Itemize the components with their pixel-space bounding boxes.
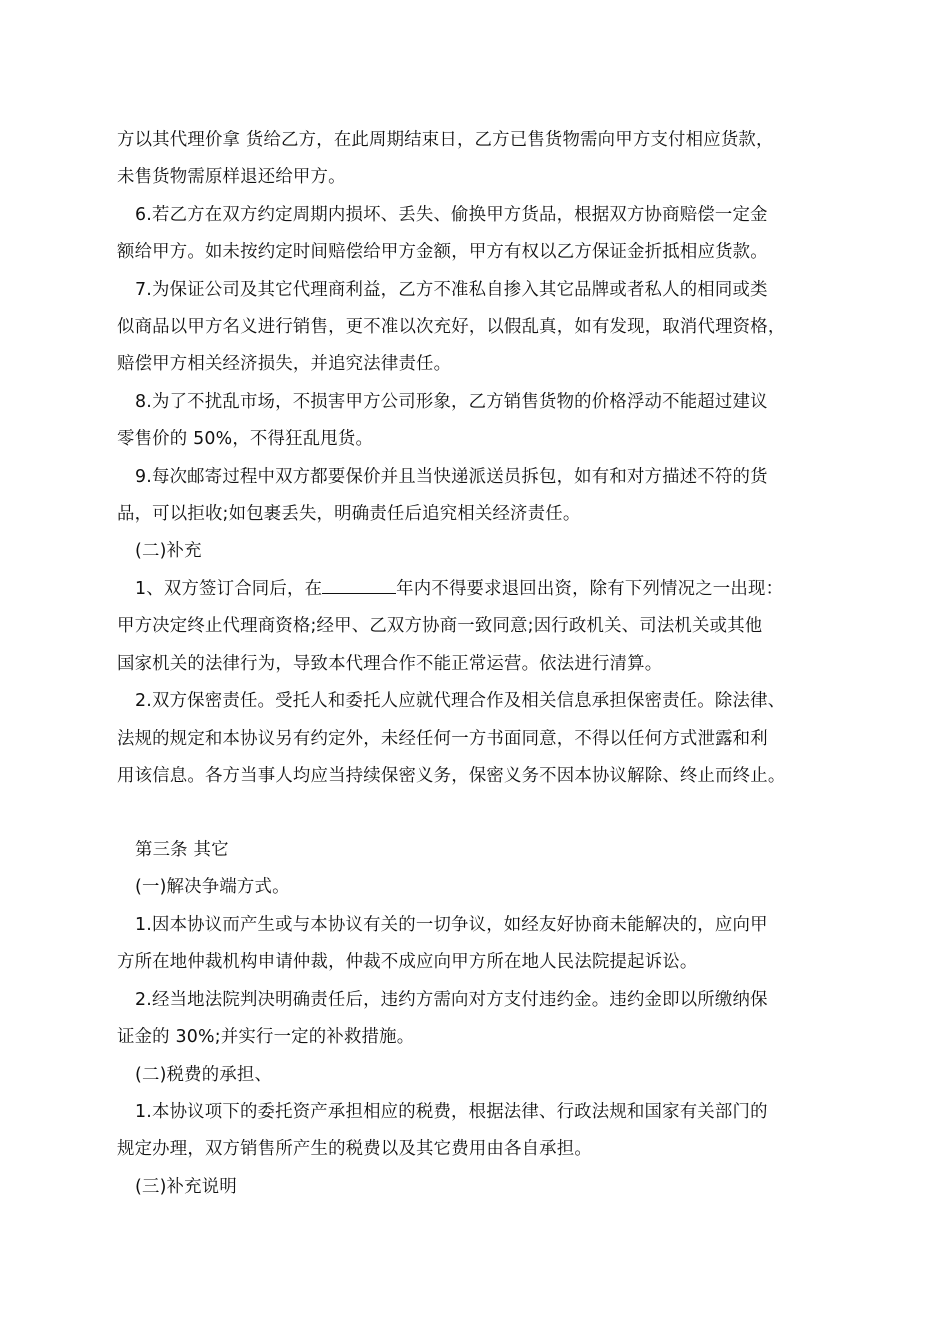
text-line: 6.若乙方在双方约定周期内损坏、丢失、偷换甲方货品，根据双方协商赔偿一定金: [135, 205, 768, 225]
text-line: 方以其代理价拿 货给乙方，在此周期结束日，乙方已售货物需向甲方支付相应货款，: [117, 130, 774, 150]
text-line: 赔偿甲方相关经济损失，并追究法律责任。: [117, 354, 452, 374]
text-line: 1.本协议项下的委托资产承担相应的税费，根据法律、行政法规和国家有关部门的: [135, 1102, 768, 1122]
section-heading: (三)补充说明: [135, 1177, 237, 1197]
section-heading: (一)解决争端方式。: [135, 877, 290, 897]
text-line: 8.为了不扰乱市场，不损害甲方公司形象，乙方销售货物的价格浮动不能超过建议: [135, 392, 768, 412]
text-segment: 年内不得要求退回出资，除有下列情况之一出现：: [396, 579, 784, 599]
text-line: 零售价的 50%，不得狂乱甩货。: [117, 429, 374, 449]
text-line: 甲方决定终止代理商资格;经甲、乙双方协商一致同意;因行政机关、司法机关或其他: [117, 616, 763, 636]
text-line: 额给甲方。如未按约定时间赔偿给甲方金额，甲方有权以乙方保证金折抵相应货款。: [117, 242, 768, 262]
text-line: 规定办理，双方销售所产生的税费以及其它费用由各自承担。: [117, 1139, 592, 1159]
fill-in-blank: [322, 577, 396, 594]
text-line: 品，可以拒收;如包裹丢失，明确责任后追究相关经济责任。: [117, 504, 581, 524]
text-line: [135, 577, 783, 601]
text-line: 用该信息。各方当事人均应当持续保密义务，保密义务不因本协议解除、终止而终止。: [117, 766, 786, 786]
text-line: 1.因本协议而产生或与本协议有关的一切争议，如经友好协商未能解决的，应向甲: [135, 915, 768, 935]
section-heading: (二)补充: [135, 541, 202, 561]
article-heading: 第三条 其它: [135, 840, 229, 860]
text-segment: 1、双方签订合同后，在: [135, 579, 323, 599]
section-heading: (二)税费的承担、: [135, 1065, 273, 1085]
text-line: 未售货物需原样退还给甲方。: [117, 167, 346, 187]
text-line: 7.为保证公司及其它代理商利益，乙方不准私自掺入其它品牌或者私人的相同或类: [135, 280, 768, 300]
text-line: 2.经当地法院判决明确责任后，违约方需向对方支付违约金。违约金即以所缴纳保: [135, 990, 768, 1010]
text-line: 证金的 30%;并实行一定的补救措施。: [117, 1027, 415, 1047]
text-line: 国家机关的法律行为，导致本代理合作不能正常运营。依法进行清算。: [117, 654, 663, 674]
text-line: 2.双方保密责任。受托人和委托人应就代理合作及相关信息承担保密责任。除法律、: [135, 691, 786, 711]
text-line: 法规的规定和本协议另有约定外，未经任何一方书面同意，不得以任何方式泄露和利: [117, 729, 768, 749]
text-line: 9.每次邮寄过程中双方都要保价并且当快递派送员拆包，如有和对方描述不符的货: [135, 467, 768, 487]
text-line: 似商品以甲方名义进行销售，更不准以次充好，以假乱真，如有发现，取消代理资格，: [117, 317, 786, 337]
text-line: 方所在地仲裁机构申请仲裁，仲裁不成应向甲方所在地人民法院提起诉讼。: [117, 952, 698, 972]
